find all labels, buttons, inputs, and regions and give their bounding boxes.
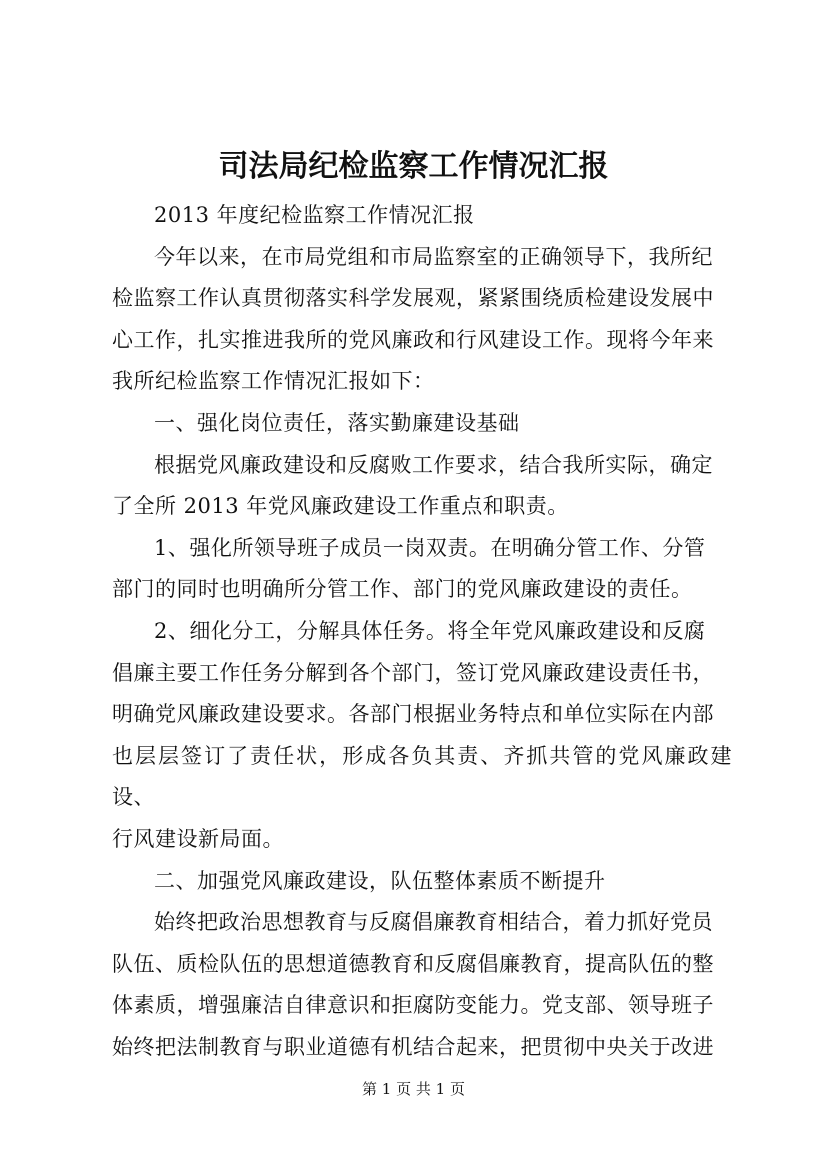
section-heading-1: 一、强化岗位责任，落实勤廉建设基础 (154, 410, 520, 435)
paragraph-section-1: 根据党风廉政建设和反腐败工作要求，结合我所实际，确定 了全所 2013 年党风廉政建设工作重点和职责。 (112, 452, 713, 519)
paragraph-subtitle: 2013 年度纪检监察工作情况汇报 (154, 203, 475, 227)
document-body (112, 195, 732, 1068)
paragraph-item-2: 2、细化分工，分解具体任务。将全年党风廉政建设和反腐 倡廉主要工作任务分解到各个部门，签订党风廉政建设责任书， 明确党风廉政建设要求。各部门根据业务特点和单位实际在内部 也层层签订了责任状，形成各负其责、齐抓共管的党风廉政建设、 行风建设新局面。 (112, 618, 732, 851)
paragraph-intro: 今年以来，在市局党组和市局监察室的正确领导下，我所纪 检监察工作认真贯彻落实科学发展观，紧紧围绕质检建设发展中 心工作，扎实推进我所的党风廉政和行风建设工作。现将今年来 我所纪检监察工作情况汇报如下： (112, 244, 714, 394)
paragraph-section-2: 始终把政治思想教育与反腐倡廉教育相结合，着力抓好党员 队伍、质检队伍的思想道德教育和反腐倡廉教育，提高队伍的整 体素质，增强廉洁自律意识和拒腐防变能力。党支部、领导班子 始终把法制教育与职业道德有机结合起来，把贯彻中央关于改进 (112, 910, 714, 1059)
section-heading-2: 二、加强党风廉政建设，队伍整体素质不断提升 (154, 868, 606, 893)
page-footer: 第 1 页 共 1 页 (362, 1080, 465, 1098)
paragraph-item-1: 1、强化所领导班子成员一岗双责。在明确分管工作、分管 部门的同时也明确所分管工作、部门的党风廉政建设的责任。 (112, 535, 706, 602)
document-title: 司法局纪检监察工作情况汇报 (218, 149, 609, 184)
